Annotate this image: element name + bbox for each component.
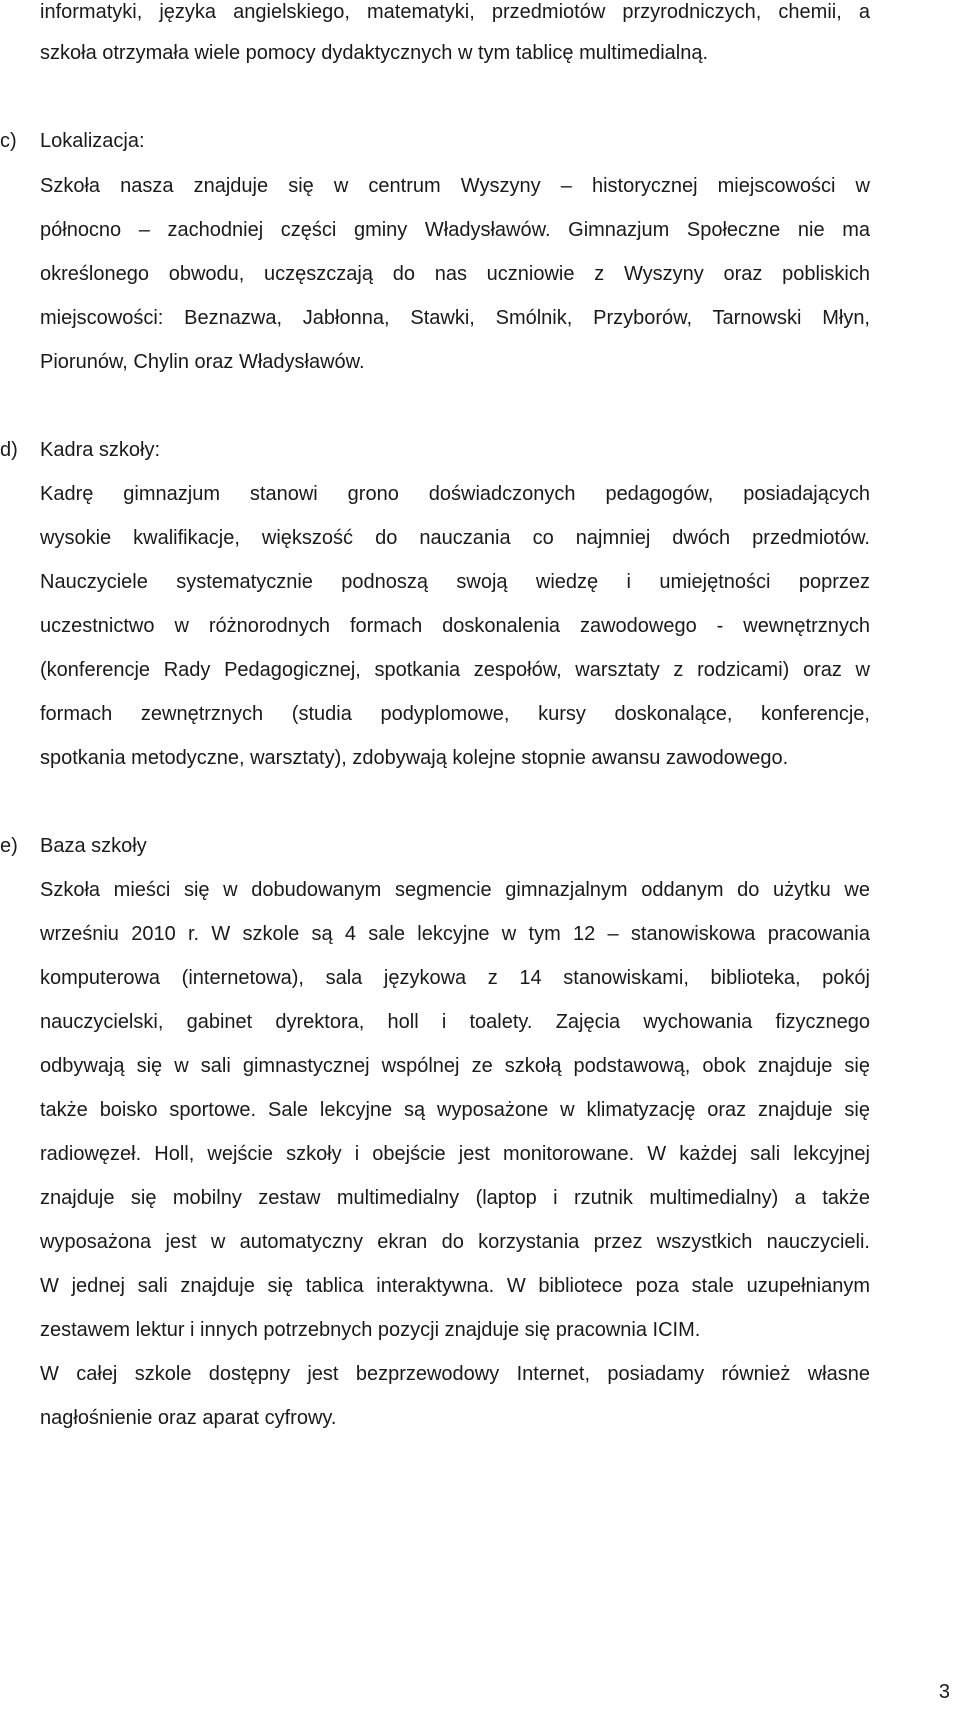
section-d-heading: Kadra szkoły: (40, 439, 161, 461)
section-c-marker: c) (0, 130, 17, 152)
section-e-line-7: radiowęzeł. Holl, wejście szkoły i obejście jest monitorowane. W każdej sali lekcyjnej (40, 1143, 870, 1165)
section-d-line-3: Nauczyciele systematycznie podnoszą swoją wiedzę i umiejętności poprzez (40, 571, 870, 593)
intro-line-2: szkoła otrzymała wiele pomocy dydaktycznych w tym tablicę multimedialną. (40, 42, 709, 64)
section-d-line-7: spotkania metodyczne, warsztaty), zdobywają kolejne stopnie awansu zawodowego. (40, 747, 789, 769)
section-e-line-9: wyposażona jest w automatyczny ekran do korzystania przez wszystkich nauczycieli. (40, 1231, 870, 1253)
section-c-line-4: miejscowości: Beznazwa, Jabłonna, Stawki, Smólnik, Przyborów, Tarnowski Młyn, (40, 307, 870, 329)
section-e-line-11: zestawem lektur i innych potrzebnych pozycji znajduje się pracownia ICIM. (40, 1319, 701, 1341)
section-c-line-1: Szkoła nasza znajduje się w centrum Wyszyny – historycznej miejscowości w (40, 175, 870, 197)
page-number: 3 (938, 1681, 950, 1703)
section-c-line-5: Piorunów, Chylin oraz Władysławów. (40, 351, 365, 373)
section-e-line-2: wrześniu 2010 r. W szkole są 4 sale lekcyjne w tym 12 – stanowiskowa pracowania (40, 923, 870, 945)
section-e-line-8: znajduje się mobilny zestaw multimedialny (laptop i rzutnik multimedialny) a także (40, 1187, 870, 1209)
section-d-line-1: Kadrę gimnazjum stanowi grono doświadczonych pedagogów, posiadających (40, 483, 870, 505)
section-e-line-3: komputerowa (internetowa), sala językowa z 14 stanowiskami, biblioteka, pokój (40, 967, 870, 989)
section-d-line-4: uczestnictwo w różnorodnych formach doskonalenia zawodowego - wewnętrznych (40, 615, 870, 637)
section-c-line-2: północno – zachodniej części gminy Władysławów. Gimnazjum Społeczne nie ma (40, 219, 870, 241)
section-e-line-1: Szkoła mieści się w dobudowanym segmencie gimnazjalnym oddanym do użytku we (40, 879, 870, 901)
section-e-line-13: nagłośnienie oraz aparat cyfrowy. (40, 1407, 337, 1429)
section-e-line-6: także boisko sportowe. Sale lekcyjne są wyposażone w klimatyzację oraz znajduje się (40, 1099, 870, 1121)
intro-line-1: informatyki, języka angielskiego, matematyki, przedmiotów przyrodniczych, chemii, a (40, 1, 870, 23)
section-d-line-5: (konferencje Rady Pedagogicznej, spotkania zespołów, warsztaty z rodzicami) oraz w (40, 659, 870, 681)
section-d-line-2: wysokie kwalifikacje, większość do nauczania co najmniej dwóch przedmiotów. (40, 527, 870, 549)
section-e-heading: Baza szkoły (40, 835, 147, 857)
section-e-line-4: nauczycielski, gabinet dyrektora, holl i toalety. Zajęcia wychowania fizycznego (40, 1011, 870, 1033)
section-d-line-6: formach zewnętrznych (studia podyplomowe, kursy doskonalące, konferencje, (40, 703, 870, 725)
section-e-line-5: odbywają się w sali gimnastycznej wspólnej ze szkołą podstawową, obok znajduje się (40, 1055, 870, 1077)
section-e-line-10: W jednej sali znajduje się tablica interaktywna. W bibliotece poza stale uzupełnianym (40, 1275, 870, 1297)
section-c-line-3: określonego obwodu, uczęszczają do nas uczniowie z Wyszyny oraz pobliskich (40, 263, 870, 285)
section-c-heading: Lokalizacja: (40, 130, 145, 152)
section-d-marker: d) (0, 439, 18, 461)
section-e-marker: e) (0, 835, 18, 857)
section-e-line-12: W całej szkole dostępny jest bezprzewodowy Internet, posiadamy również własne (40, 1363, 870, 1385)
